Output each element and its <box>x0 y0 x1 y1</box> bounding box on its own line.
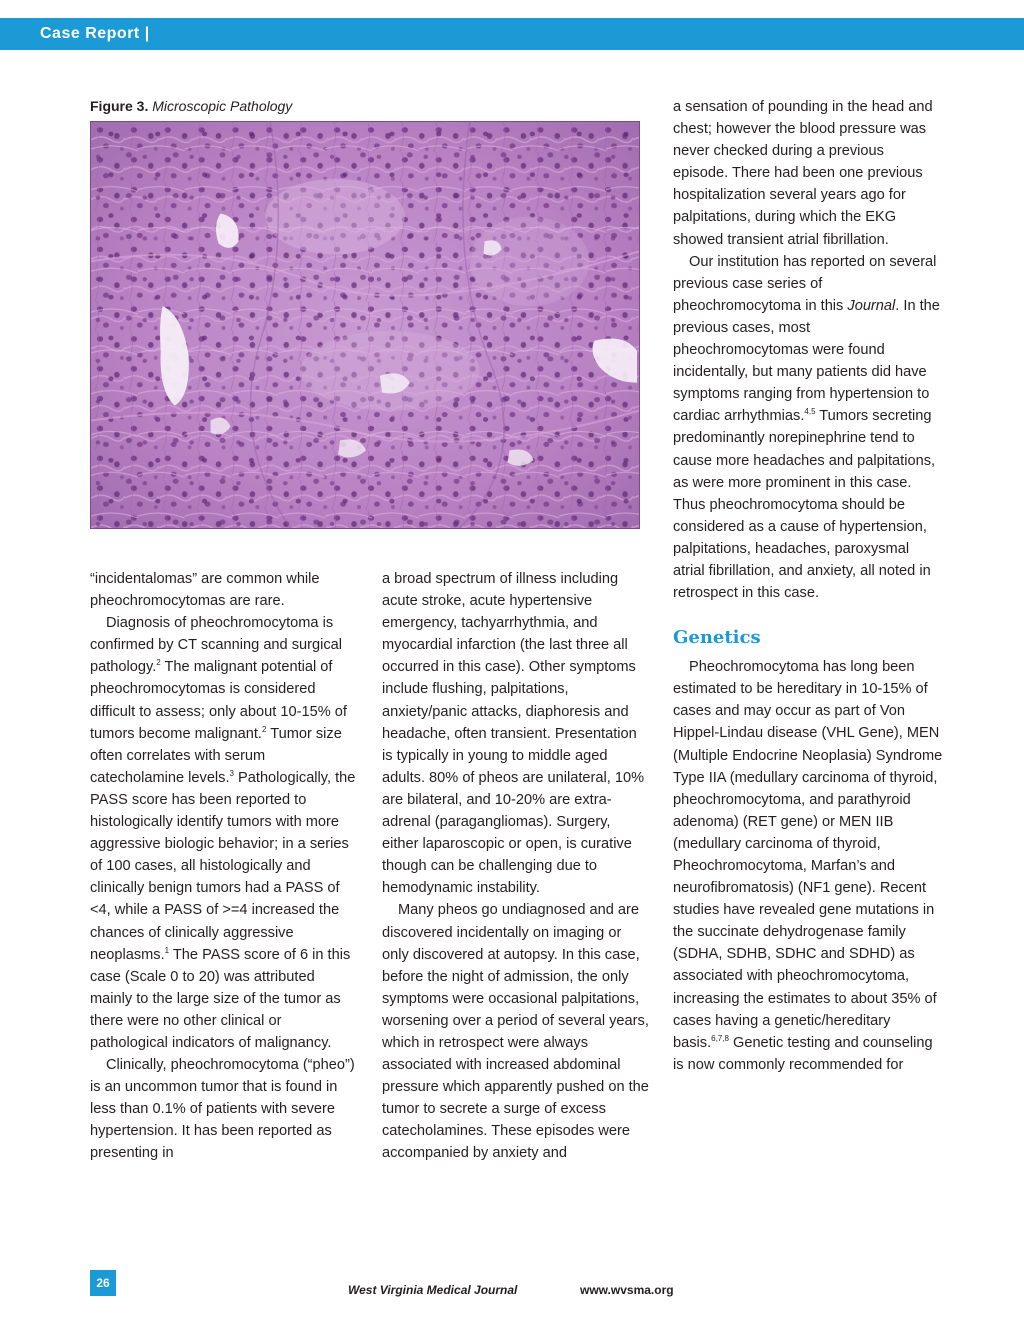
citation-superscript: 2 <box>156 658 161 668</box>
citation-superscript: 4,5 <box>804 407 816 417</box>
col3-paragraph-2 <box>673 251 943 605</box>
figure-caption <box>90 98 292 114</box>
col1-p2-text-d: Pathologically, the PASS score has been reported to histologically identify tumors with more aggressive biologic behavior; in a series of 100 cases, all histologically and clinically benign tumors had a PASS of <4, while a PASS of >=4 increased the chances of clinically aggressive neoplasms. <box>90 769 356 963</box>
col3-p2-text-b: . In the previous cases, most pheochromocytomas were found incidentally, but many patients did have symptoms ranging from hypertension to cardiac arrhythmias. <box>673 297 940 425</box>
citation-superscript: 3 <box>229 768 234 778</box>
journal-italic: Journal <box>847 297 896 314</box>
col3-p3-text-b: Genetic testing and counseling is now commonly recommended for <box>673 1034 933 1073</box>
column-3 <box>673 96 943 1076</box>
col3-p2-text-c: Tumors secreting predominantly norepinephrine tend to cause more headaches and palpitations, as were more prominent in this case. Thus pheochromocytoma should be considered as a cause of hypertension, palpitations, headaches, paroxysmal atrial fibrillation, and anxiety, all noted in retrospect in this case. <box>673 408 936 602</box>
col1-p2-text-c: Tumor size often correlates with serum catecholamine levels. <box>90 725 342 786</box>
footer-url-link[interactable]: www.wvsma.org <box>580 1283 674 1297</box>
footer-journal-name: West Virginia Medical Journal <box>348 1283 518 1297</box>
col1-paragraph-1: “incidentalomas” are common while pheochromocytomas are rare. <box>90 571 320 610</box>
col1-p2-text-a: Diagnosis of pheochromocytoma is confirmed by CT scanning and surgical pathology. <box>90 615 343 676</box>
header-bar <box>0 18 1024 50</box>
col3-paragraph-3 <box>673 656 943 1076</box>
micrograph-image-icon <box>91 122 639 528</box>
col3-p3-text-a: Pheochromocytoma has long been estimated to be hereditary in 10-15% of cases and may occur as part of Von Hippel-Lindau disease (VHL Gene), MEN (Multiple Endocrine Neoplasia) Syndrome Type IIA (medullary carcinoma of thyroid, pheochromocytoma, and parathyroid adenoma) (RET gene) or MEN IIB (medullary carcinoma of thyroid, Pheochromocytoma, Marfan’s and neurofibromatosis) (NF1 gene). Recent studies have revealed gene mutations in the succinate dehydrogenase family (SDHA, SDHB, SDHC and SDHD) as associated with pheochromocytoma, increasing the estimates to about 35% of cases having a genetic/hereditary basis. <box>673 659 943 1051</box>
section-heading-genetics: Genetics <box>673 627 761 649</box>
citation-superscript: 6,7,8 <box>711 1033 729 1043</box>
page-number-badge: 26 <box>90 1270 116 1296</box>
citation-superscript: 1 <box>164 945 170 955</box>
col1-paragraph-3: Clinically, pheochromocytoma (“pheo”) is an uncommon tumor that is found in less than 0.1% of patients with severe hypertension. It has been reported as presenting in <box>90 1057 355 1162</box>
col3-paragraph-1: a sensation of pounding in the head and chest; however the blood pressure was never checked during a previous episode. There had been one previous hospitalization several years ago for palpitations, during which the EKG showed transient atrial fibrillation. <box>673 99 933 248</box>
figure-title: Microscopic Pathology <box>152 98 293 114</box>
col2-paragraph-1: a broad spectrum of illness including acute stroke, acute hypertensive emergency, tachyarrhythmia, and myocardial infarction (the last three all occurred in this case). Other symptoms include flushing, palpitations, anxiety/panic attacks, diaphoresis and headache, often transient. Presentation is typically in young to middle aged adults. 80% of pheos are unilateral, 10% are bilateral, and 10-20% are extra-adrenal (paragangliomas). Surgery, either laparoscopic or open, is curative though can be challenging due to hemodynamic instability. <box>382 571 645 897</box>
col1-paragraph-2 <box>90 612 358 1054</box>
col1-p2-text-e: The PASS score of 6 in this case (Scale 0 to 20) was attributed mainly to the large size of the tumor as there were no other clinical or pathological indicators of malignancy. <box>90 946 351 1051</box>
section-label: Case Report | <box>40 25 150 42</box>
col3-p2-text-a: Our institution has reported on several previous case series of pheochromocytoma in this <box>673 253 937 314</box>
column-2 <box>382 568 650 1165</box>
citation-superscript: 2 <box>261 724 267 734</box>
column-1 <box>90 568 358 1165</box>
histology-micrograph <box>90 121 640 529</box>
col1-p2-text-b: The malignant potential of pheochromocytomas is considered difficult to assess; only about 10-15% of tumors become malignant. <box>90 659 347 742</box>
figure-label: Figure 3. <box>90 98 149 114</box>
col2-paragraph-2: Many pheos go undiagnosed and are discovered incidentally on imaging or only discovered at autopsy. In this case, before the night of admission, the only symptoms were occasional palpitations, worsening over a period of several years, which in retrospect were always associated with increased abdominal pressure which apparently pushed on the tumor to secrete a surge of excess catecholamines. These episodes were accompanied by anxiety and <box>382 902 649 1162</box>
